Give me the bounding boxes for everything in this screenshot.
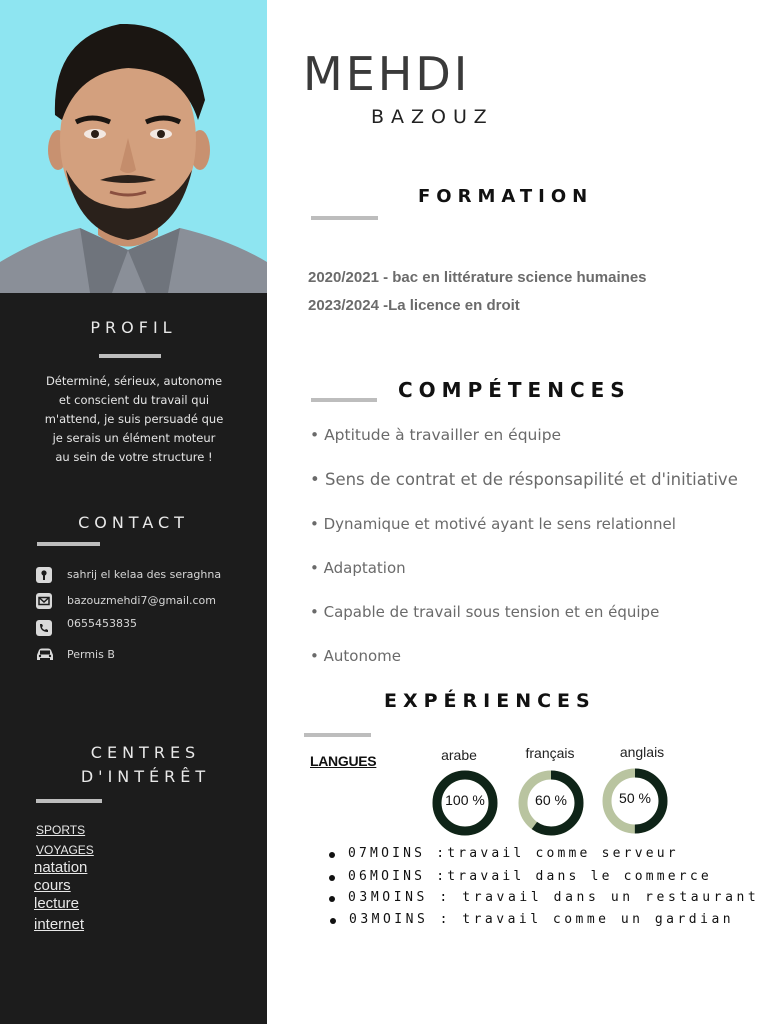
- email-icon: [35, 592, 53, 610]
- last-name: BAZOUZ: [371, 106, 494, 128]
- competences-heading: COMPÉTENCES: [398, 378, 631, 402]
- skill-item: • Aptitude à travailler en équipe: [310, 426, 562, 444]
- profile-photo: [0, 0, 267, 293]
- bullet-dot: [330, 918, 336, 924]
- formation-line: 2023/2024 -La licence en droit: [308, 297, 520, 314]
- interest-item: cours: [34, 877, 71, 894]
- interests-heading-line1: CENTRES: [90, 743, 201, 762]
- profil-heading: PROFIL: [90, 318, 177, 337]
- lang-ring-francais: [517, 769, 585, 837]
- skill-item: • Autonome: [310, 647, 401, 665]
- formation-line: 2020/2021 - bac en littérature science humaines: [308, 269, 647, 286]
- skill-item: • Sens de contrat et de résponsapilité et d'initiative: [310, 470, 738, 489]
- interests-divider: [36, 799, 102, 803]
- experiences-divider: [304, 733, 371, 737]
- profil-line: et conscient du travail qui: [58, 393, 210, 407]
- interest-item: VOYAGES: [36, 843, 94, 857]
- location-icon: [35, 566, 53, 584]
- profil-line: au sein de votre structure !: [55, 450, 213, 464]
- interests-heading-line2: D'INTÉRÊT: [80, 767, 211, 786]
- interest-item: internet: [34, 916, 85, 933]
- experience-item: 07MOINS :travail comme serveur: [348, 846, 679, 861]
- profil-line: je serais un élément moteur: [52, 431, 216, 445]
- formation-heading: FORMATION: [418, 186, 594, 207]
- interest-item: natation: [34, 859, 88, 876]
- bullet-dot: [329, 852, 335, 858]
- formation-divider: [311, 216, 378, 220]
- first-name: MEHDI: [303, 47, 471, 101]
- lang-percent-arabe: 100 %: [445, 792, 485, 808]
- lang-name-arabe: arabe: [441, 747, 477, 763]
- sidebar: [0, 0, 267, 1024]
- bullet-dot: [329, 896, 335, 902]
- langues-label: LANGUES: [310, 753, 377, 769]
- contact-permis-text: Permis B: [67, 648, 115, 661]
- profil-line: m'attend, je suis persuadé que: [44, 412, 224, 426]
- skill-item: • Dynamique et motivé ayant le sens relationnel: [310, 515, 676, 533]
- lang-percent-francais: 60 %: [535, 792, 567, 808]
- contact-address-text: sahrij el kelaa des seraghna: [67, 568, 222, 581]
- interest-item: lecture: [34, 895, 80, 912]
- experience-item: 06MOINS :travail dans le commerce: [348, 869, 712, 884]
- car-icon: [35, 646, 55, 664]
- competences-divider: [311, 398, 377, 402]
- lang-ring-arabe: [431, 769, 499, 837]
- interest-item: SPORTS: [36, 823, 86, 837]
- lang-name-francais: français: [525, 745, 575, 761]
- contact-heading: CONTACT: [78, 513, 189, 532]
- contact-phone[interactable]: [35, 617, 137, 637]
- contact-divider: [37, 542, 100, 546]
- contact-phone-text: 0655453835: [67, 617, 137, 630]
- contact-address: [35, 566, 222, 584]
- lang-ring-anglais: [601, 767, 669, 835]
- profil-divider: [99, 354, 161, 358]
- lang-percent-anglais: 50 %: [619, 790, 651, 806]
- experiences-heading: EXPÉRIENCES: [384, 690, 596, 712]
- experience-item: 03MOINS : travail comme un gardian: [349, 912, 735, 927]
- phone-icon: [35, 619, 53, 637]
- contact-permis: [35, 646, 115, 664]
- contact-email[interactable]: [35, 592, 217, 610]
- skill-item: • Adaptation: [310, 559, 406, 577]
- contact-email-text: bazouzmehdi7@gmail.com: [67, 594, 217, 607]
- profil-line: Déterminé, sérieux, autonome: [45, 374, 223, 388]
- lang-name-anglais: anglais: [619, 744, 665, 760]
- bullet-dot: [329, 875, 335, 881]
- experience-item: 03MOINS : travail dans un restaurant: [348, 890, 760, 905]
- skill-item: • Capable de travail sous tension et en équipe: [310, 603, 660, 621]
- profil-description: [28, 372, 240, 467]
